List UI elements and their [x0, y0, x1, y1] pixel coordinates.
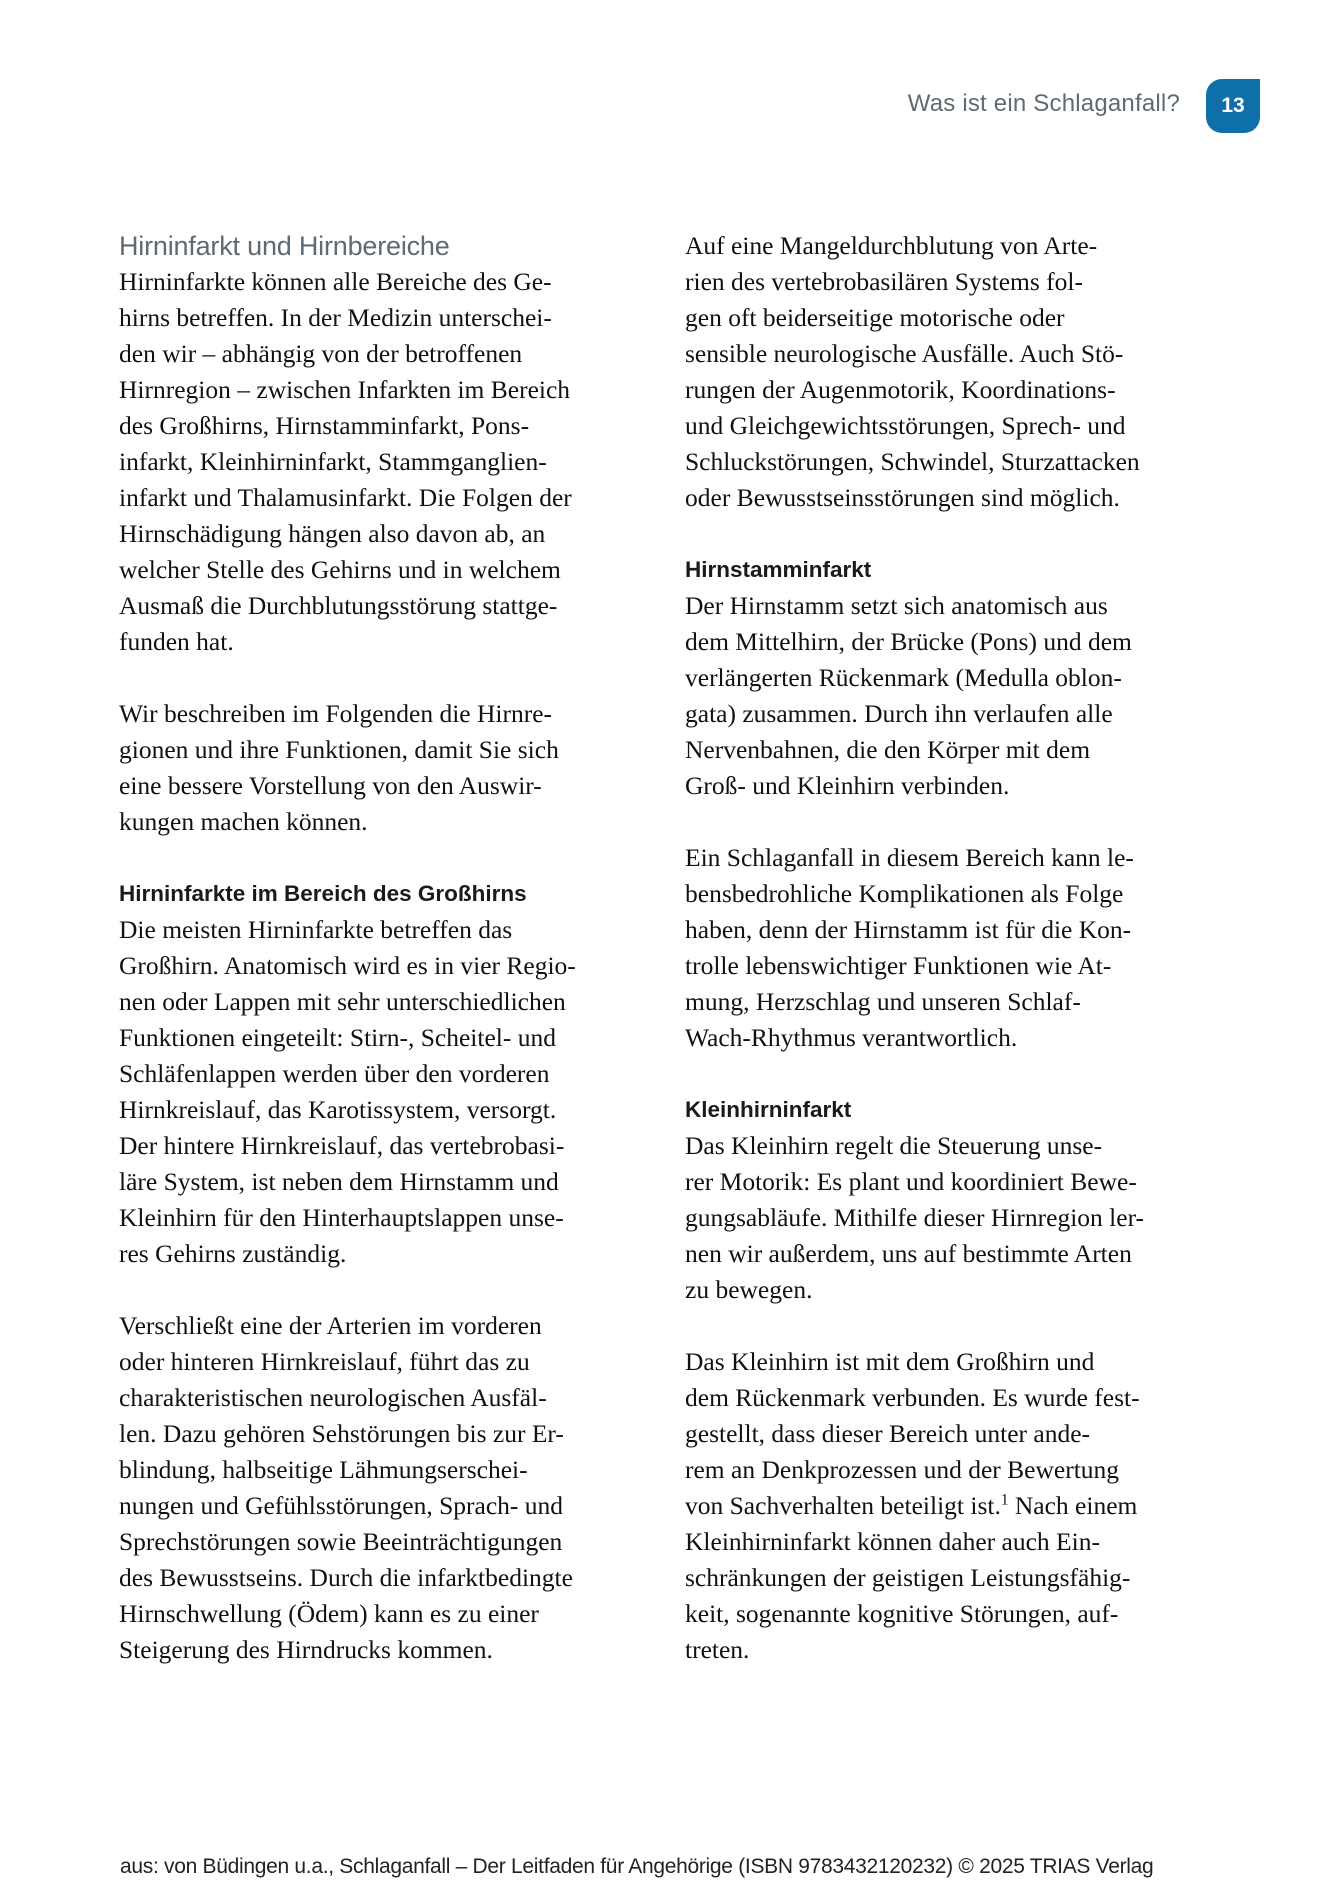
text-line: charakteristischen neurologischen Ausfäl- [119, 1383, 547, 1412]
text-line: des Bewusstseins. Durch die infarktbedingte [119, 1563, 573, 1592]
text-line: gungsabläufe. Mithilfe dieser Hirnregion ler- [685, 1203, 1145, 1232]
text-line: bensbedrohliche Komplikationen als Folge [685, 879, 1124, 908]
hirnstamm-heading: Hirnstamminfarkt [685, 557, 872, 582]
text-line: gestellt, dass dieser Bereich unter ande- [685, 1419, 1091, 1448]
left-column [119, 228, 639, 1668]
text-line: rungen der Augenmotorik, Koordinations- [685, 375, 1116, 404]
paragraph-gap [119, 660, 639, 696]
text-line: Steigerung des Hirndrucks kommen. [119, 1635, 493, 1664]
text-line: verlängerten Rückenmark (Medulla oblon- [685, 663, 1122, 692]
text-line: infarkt, Kleinhirninfarkt, Stammganglien- [119, 447, 547, 476]
text-line: nungen und Gefühlsstörungen, Sprach- und [119, 1491, 564, 1520]
text-line: Schläfenlappen werden über den vorderen [119, 1059, 550, 1088]
text-line: eine bessere Vorstellung von den Auswir- [119, 771, 542, 800]
text-line: läre System, ist neben dem Hirnstamm und [119, 1167, 559, 1196]
text-line: Funktionen eingeteilt: Stirn-, Scheitel- und [119, 1023, 556, 1052]
footnote-marker[interactable]: 1 [1000, 1491, 1009, 1509]
paragraph-gap [685, 1056, 1205, 1092]
text-line: nen oder Lappen mit sehr unterschiedlichen [119, 987, 566, 1016]
text-line: Nervenbahnen, die den Körper mit dem [685, 735, 1091, 764]
intro-paragraph [119, 264, 639, 660]
text-line: gionen und ihre Funktionen, damit Sie sich [119, 735, 559, 764]
kleinhirn-paragraph [685, 1128, 1205, 1308]
text-line: Hirnkreislauf, das Karotissystem, versorgt. [119, 1095, 557, 1124]
text-line: Sprechstörungen sowie Beeinträchtigungen [119, 1527, 563, 1556]
verschluss-paragraph [119, 1308, 639, 1668]
text-line: Das Kleinhirn regelt die Steuerung unse- [685, 1131, 1103, 1160]
grosshirn-heading: Hirninfarkte im Bereich des Großhirns [119, 881, 527, 906]
text-line: Kleinhirninfarkt können daher auch Ein- [685, 1527, 1100, 1556]
text-line: keit, sogenannte kognitive Störungen, auf- [685, 1599, 1119, 1628]
text-line: den wir – abhängig von der betroffenen [119, 339, 523, 368]
paragraph-gap [119, 840, 639, 876]
text-line: Der Hirnstamm setzt sich anatomisch aus [685, 591, 1108, 620]
kleinhirn-heading: Kleinhirninfarkt [685, 1097, 852, 1122]
text-line: treten. [685, 1635, 750, 1664]
text-line: Der hintere Hirnkreislauf, das vertebrobasi- [119, 1131, 565, 1160]
text-line: oder hinteren Hirnkreislauf, führt das zu [119, 1347, 530, 1376]
text-line: trolle lebenswichtiger Funktionen wie At- [685, 951, 1112, 980]
text-line-with-footnote [685, 1488, 1205, 1524]
text-line: zu bewegen. [685, 1275, 813, 1304]
text-segment: Nach einem [1008, 1491, 1138, 1520]
text-line: Hirninfarkte können alle Bereiche des Ge- [119, 267, 552, 296]
paragraph-gap [685, 516, 1205, 552]
running-head-title: Was ist ein Schlaganfall? [907, 90, 1180, 117]
paragraph-gap [685, 804, 1205, 840]
text-line: dem Mittelhirn, der Brücke (Pons) und dem [685, 627, 1132, 656]
text-line: sensible neurologische Ausfälle. Auch Stö- [685, 339, 1124, 368]
text-line: kungen machen können. [119, 807, 368, 836]
paragraph-gap [685, 1308, 1205, 1344]
text-line: hirns betreffen. In der Medizin unterschei- [119, 303, 552, 332]
text-line: gata) zusammen. Durch ihn verlaufen alle [685, 699, 1113, 728]
text-line: rem an Denkprozessen und der Bewertung [685, 1455, 1120, 1484]
text-line: oder Bewusstseinsstörungen sind möglich. [685, 483, 1120, 512]
text-line: mung, Herzschlag und unseren Schlaf- [685, 987, 1081, 1016]
text-line: len. Dazu gehören Sehstörungen bis zur Er- [119, 1419, 564, 1448]
vertebrobasilar-paragraph [685, 228, 1205, 516]
text-line: Hirnschädigung hängen also davon ab, an [119, 519, 546, 548]
text-line: blindung, halbseitige Lähmungserschei- [119, 1455, 528, 1484]
text-line: Schluckstörungen, Schwindel, Sturzattacken [685, 447, 1140, 476]
text-line: Großhirn. Anatomisch wird es in vier Regio- [119, 951, 576, 980]
page-number-badge: 13 [1206, 79, 1260, 133]
text-line: Wir beschreiben im Folgenden die Hirnre- [119, 699, 553, 728]
text-line: infarkt und Thalamusinfarkt. Die Folgen der [119, 483, 572, 512]
text-line: funden hat. [119, 627, 234, 656]
text-line: Wach-Rhythmus verantwortlich. [685, 1023, 1018, 1052]
grosshirn-paragraph [119, 912, 639, 1272]
right-column [685, 228, 1205, 1668]
hirnstamm-paragraph [685, 588, 1205, 804]
text-line: schränkungen der geistigen Leistungsfähig- [685, 1563, 1131, 1592]
text-segment: von Sachverhalten beteiligt ist. [685, 1491, 1001, 1520]
text-line: rien des vertebrobasilären Systems fol- [685, 267, 1083, 296]
text-line: Hirnregion – zwischen Infarkten im Bereich [119, 375, 571, 404]
overview-paragraph [119, 696, 639, 840]
text-line: Auf eine Mangeldurchblutung von Arte- [685, 231, 1098, 260]
hirnstamm-complications-paragraph [685, 840, 1205, 1056]
text-line: haben, denn der Hirnstamm ist für die Kon- [685, 915, 1132, 944]
text-line: res Gehirns zuständig. [119, 1239, 347, 1268]
text-line: Ausmaß die Durchblutungsstörung stattge- [119, 591, 558, 620]
text-line: Verschließt eine der Arterien im vorderen [119, 1311, 542, 1340]
paragraph-gap [119, 1272, 639, 1308]
kleinhirn-cognition-paragraph [685, 1344, 1205, 1668]
text-line: Das Kleinhirn ist mit dem Großhirn und [685, 1347, 1095, 1376]
text-line: Kleinhirn für den Hinterhauptslappen unse- [119, 1203, 564, 1232]
citation-footer: aus: von Büdingen u.a., Schlaganfall – Der Leitfaden für Angehörige (ISBN 9783432120232) © 2025 TRIAS Verlag [120, 1855, 1154, 1878]
section-title: Hirninfarkt und Hirnbereiche [119, 231, 450, 261]
text-line: Hirnschwellung (Ödem) kann es zu einer [119, 1599, 539, 1628]
text-line: des Großhirns, Hirnstamminfarkt, Pons- [119, 411, 530, 440]
text-line: nen wir außerdem, uns auf bestimmte Arten [685, 1239, 1132, 1268]
text-line: welcher Stelle des Gehirns und in welchem [119, 555, 561, 584]
text-line: Die meisten Hirninfarkte betreffen das [119, 915, 513, 944]
text-line: rer Motorik: Es plant und koordiniert Bewe- [685, 1167, 1137, 1196]
text-line: Ein Schlaganfall in diesem Bereich kann le- [685, 843, 1134, 872]
text-line: und Gleichgewichtsstörungen, Sprech- und [685, 411, 1126, 440]
text-line: Groß- und Kleinhirn verbinden. [685, 771, 1010, 800]
text-line: gen oft beiderseitige motorische oder [685, 303, 1065, 332]
text-line: dem Rückenmark verbunden. Es wurde fest- [685, 1383, 1140, 1412]
